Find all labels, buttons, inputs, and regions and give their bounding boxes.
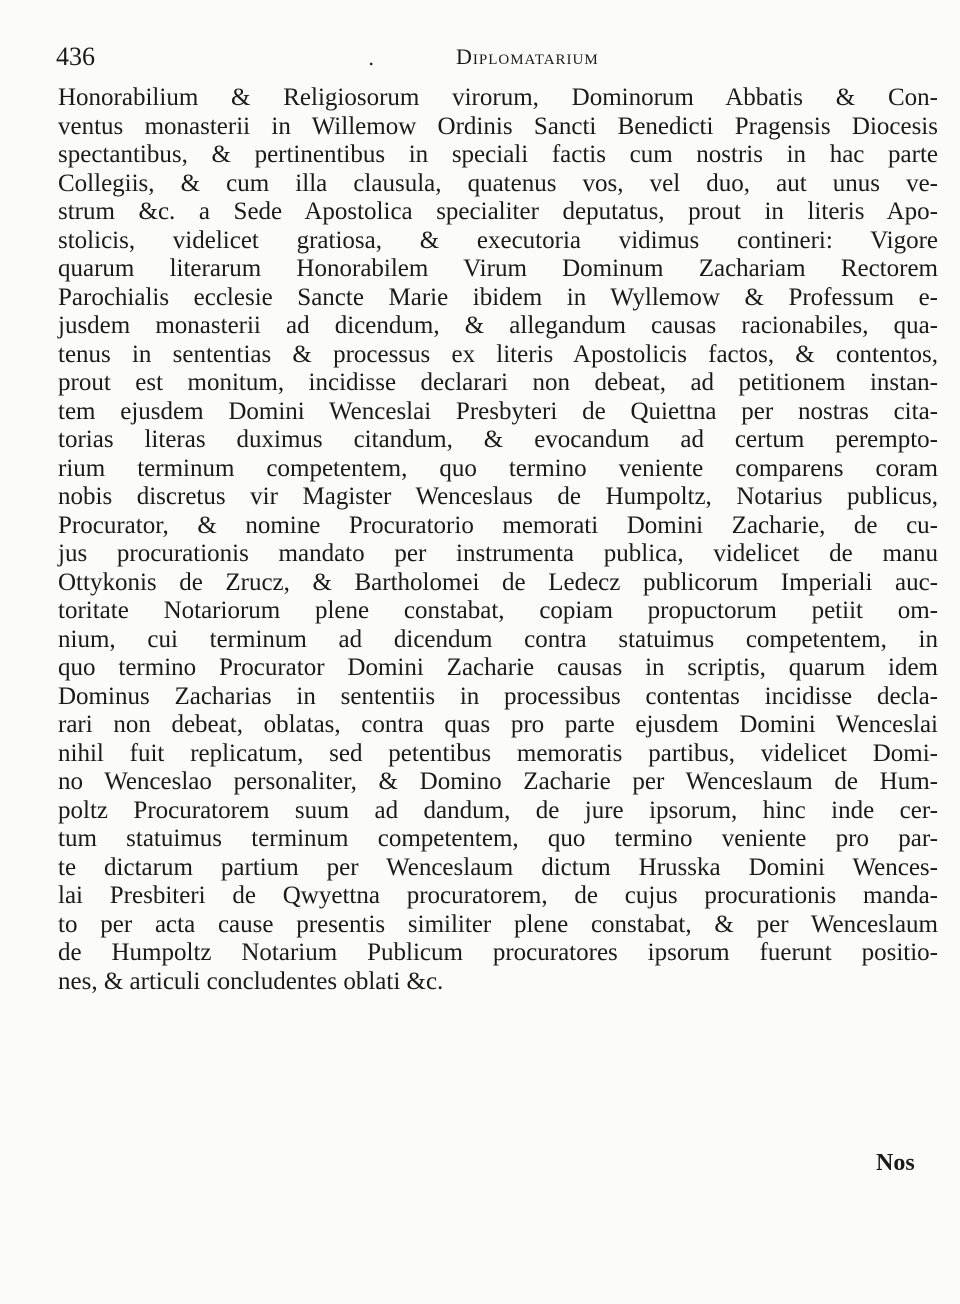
text-line: jus procurationis mandato per instrumenta publica, videlicet de manu xyxy=(58,540,938,567)
text-line: tem ejusdem Domini Wenceslai Presbyteri de Quiettna per nostras cita- xyxy=(58,397,938,425)
header-dot: . xyxy=(368,46,375,70)
text-line: quarum literarum Honorabilem Virum Dominum Zachariam Rectorem xyxy=(58,255,938,282)
text-line: nobis discretus vir Magister Wenceslaus de Humpoltz, Notarius publicus, xyxy=(58,483,938,510)
catchword: Nos xyxy=(876,1150,915,1176)
text-line: quo termino Procurator Domini Zacharie causas in scriptis, quarum idem xyxy=(58,654,938,681)
page-number: 436 xyxy=(56,42,95,71)
text-line: strum &c. a Sede Apostolica specialiter deputatus, prout in literis Apo- xyxy=(58,198,938,225)
text-line: Parochialis ecclesie Sancte Marie ibidem in Wyllemow & Professum e- xyxy=(58,283,938,311)
page-header xyxy=(56,42,936,76)
body-text xyxy=(58,84,938,996)
text-line: ventus monasterii in Willemow Ordinis Sancti Benedicti Pragensis Diocesis xyxy=(58,112,938,140)
text-line: spectantibus, & pertinentibus in speciali factis cum nostris in hac parte xyxy=(58,141,938,168)
text-line: toritate Notariorum plene constabat, copiam propuctorum petiit om- xyxy=(58,597,938,624)
text-line: nes, & articuli concludentes oblati &c. xyxy=(58,967,444,995)
text-line: rari non debeat, oblatas, contra quas pro parte ejusdem Domini Wenceslai xyxy=(58,711,938,738)
text-line: Ottykonis de Zrucz, & Bartholomei de Ledecz publicorum Imperiali auc- xyxy=(58,568,938,596)
text-line: Collegiis, & cum illa clausula, quatenus vos, vel duo, aut unus ve- xyxy=(58,169,938,197)
text-line: stolicis, videlicet gratiosa, & executoria vidimus contineri: Vigore xyxy=(58,226,938,254)
text-line: tenus in sententias & processus ex literis Apostolicis factos, & contentos, xyxy=(58,340,938,368)
text-line: poltz Procuratorem suum ad dandum, de jure ipsorum, hinc inde cer- xyxy=(58,796,938,824)
text-line: torias literas duximus citandum, & evocandum ad certum perempto- xyxy=(58,426,938,453)
text-line: nium, cui terminum ad dicendum contra statuimus competentem, in xyxy=(58,625,938,653)
text-line: nihil fuit replicatum, sed petentibus memoratis partibus, videlicet Domi- xyxy=(58,739,938,767)
text-line: prout est monitum, incidisse declarari non debeat, ad petitionem instan- xyxy=(58,369,938,396)
text-line: te dictarum partium per Wenceslaum dictum Hrusska Domini Wences- xyxy=(58,853,938,881)
text-line: de Humpoltz Notarium Publicum procuratores ipsorum fuerunt positio- xyxy=(58,939,938,966)
text-line: lai Presbiteri de Qwyettna procuratorem, de cujus procurationis manda- xyxy=(58,882,938,909)
running-head: Diplomatarium xyxy=(456,44,599,69)
text-line: to per acta cause presentis similiter plene constabat, & per Wenceslaum xyxy=(58,910,938,938)
text-line: Procurator, & nomine Procuratorio memorati Domini Zacharie, de cu- xyxy=(58,511,938,539)
text-line: jusdem monasterii ad dicendum, & allegandum causas racionabiles, qua- xyxy=(58,312,938,339)
text-line: Honorabilium & Religiosorum virorum, Dominorum Abbatis & Con- xyxy=(58,84,938,111)
text-line: rium terminum competentem, quo termino veniente comparens coram xyxy=(58,454,938,482)
text-line: tum statuimus terminum competentem, quo termino veniente pro par- xyxy=(58,825,938,852)
text-line: no Wenceslao personaliter, & Domino Zacharie per Wenceslaum de Hum- xyxy=(58,768,938,795)
text-line: Dominus Zacharias in sententiis in processibus contentas incidisse decla- xyxy=(58,682,938,710)
